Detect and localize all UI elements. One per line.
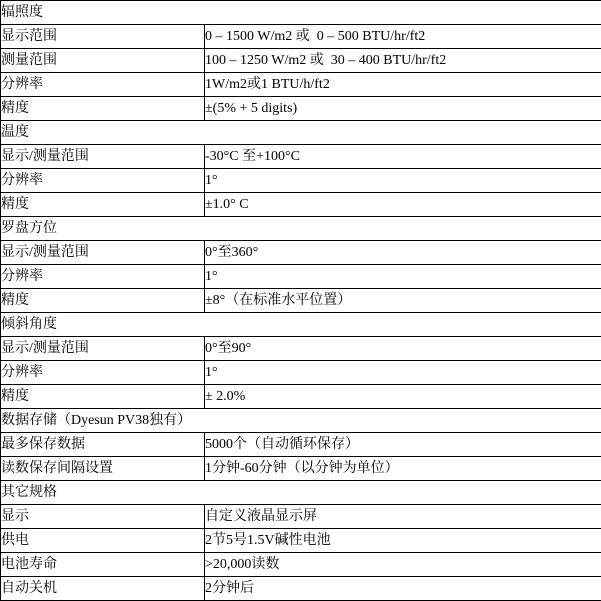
spec-label: 显示/测量范围 <box>1 337 205 361</box>
spec-value: 2分钟后 <box>205 577 601 601</box>
spec-row <box>1 169 601 193</box>
spec-row <box>1 97 601 121</box>
section-header-row <box>1 313 601 337</box>
spec-value: 0°至360° <box>205 241 601 265</box>
spec-label: 精度 <box>1 193 205 217</box>
section-header-row <box>1 1 601 25</box>
spec-label: 显示/测量范围 <box>1 241 205 265</box>
spec-value: 5000个（自动循环保存） <box>205 433 601 457</box>
spec-value: 自定义液晶显示屏 <box>205 505 601 529</box>
spec-row <box>1 505 601 529</box>
spec-row <box>1 193 601 217</box>
spec-row <box>1 265 601 289</box>
spec-label: 精度 <box>1 289 205 313</box>
spec-value: >20,000读数 <box>205 553 601 577</box>
spec-value: ±8°（在标准水平位置） <box>205 289 601 313</box>
spec-value: 1分钟-60分钟（以分钟为单位） <box>205 457 601 481</box>
spec-value: 1° <box>205 265 601 289</box>
spec-row <box>1 433 601 457</box>
spec-row <box>1 25 601 49</box>
section-title: 数据存储（Dyesun PV38独有） <box>1 409 601 433</box>
spec-value: -30°C 至+100°C <box>205 145 601 169</box>
spec-row <box>1 241 601 265</box>
spec-label: 显示 <box>1 505 205 529</box>
spec-label: 自动关机 <box>1 577 205 601</box>
spec-row <box>1 529 601 553</box>
spec-row <box>1 289 601 313</box>
spec-label: 最多保存数据 <box>1 433 205 457</box>
spec-value: 2节5号1.5V碱性电池 <box>205 529 601 553</box>
spec-row <box>1 577 601 601</box>
section-title: 倾斜角度 <box>1 313 601 337</box>
spec-value: 1W/m2或1 BTU/h/ft2 <box>205 73 601 97</box>
section-title: 辐照度 <box>1 1 601 25</box>
section-title: 其它规格 <box>1 481 601 505</box>
spec-label: 显示范围 <box>1 25 205 49</box>
spec-row <box>1 457 601 481</box>
spec-value: 100 – 1250 W/m2 或 30 – 400 BTU/hr/ft2 <box>205 49 601 73</box>
spec-value: 0°至90° <box>205 337 601 361</box>
spec-value: 1° <box>205 361 601 385</box>
section-header-row <box>1 481 601 505</box>
section-header-row <box>1 121 601 145</box>
spec-value: ±1.0° C <box>205 193 601 217</box>
spec-label: 电池寿命 <box>1 553 205 577</box>
spec-label: 读数保存间隔设置 <box>1 457 205 481</box>
section-title: 温度 <box>1 121 601 145</box>
spec-label: 分辨率 <box>1 169 205 193</box>
spec-label: 分辨率 <box>1 73 205 97</box>
spec-label: 精度 <box>1 97 205 121</box>
section-header-row <box>1 409 601 433</box>
spec-value: ±(5% + 5 digits) <box>205 97 601 121</box>
spec-row <box>1 553 601 577</box>
spec-value: 0 – 1500 W/m2 或 0 – 500 BTU/hr/ft2 <box>205 25 601 49</box>
spec-value: 1° <box>205 169 601 193</box>
spec-label: 测量范围 <box>1 49 205 73</box>
spec-row <box>1 145 601 169</box>
spec-label: 供电 <box>1 529 205 553</box>
spec-label: 分辨率 <box>1 361 205 385</box>
spec-row <box>1 337 601 361</box>
spec-value: ± 2.0% <box>205 385 601 409</box>
spec-label: 精度 <box>1 385 205 409</box>
spec-table-body <box>1 1 601 601</box>
spec-row <box>1 361 601 385</box>
spec-row <box>1 73 601 97</box>
spec-label: 分辨率 <box>1 265 205 289</box>
section-header-row <box>1 217 601 241</box>
spec-row <box>1 385 601 409</box>
spec-label: 显示/测量范围 <box>1 145 205 169</box>
spec-row <box>1 49 601 73</box>
section-title: 罗盘方位 <box>1 217 601 241</box>
